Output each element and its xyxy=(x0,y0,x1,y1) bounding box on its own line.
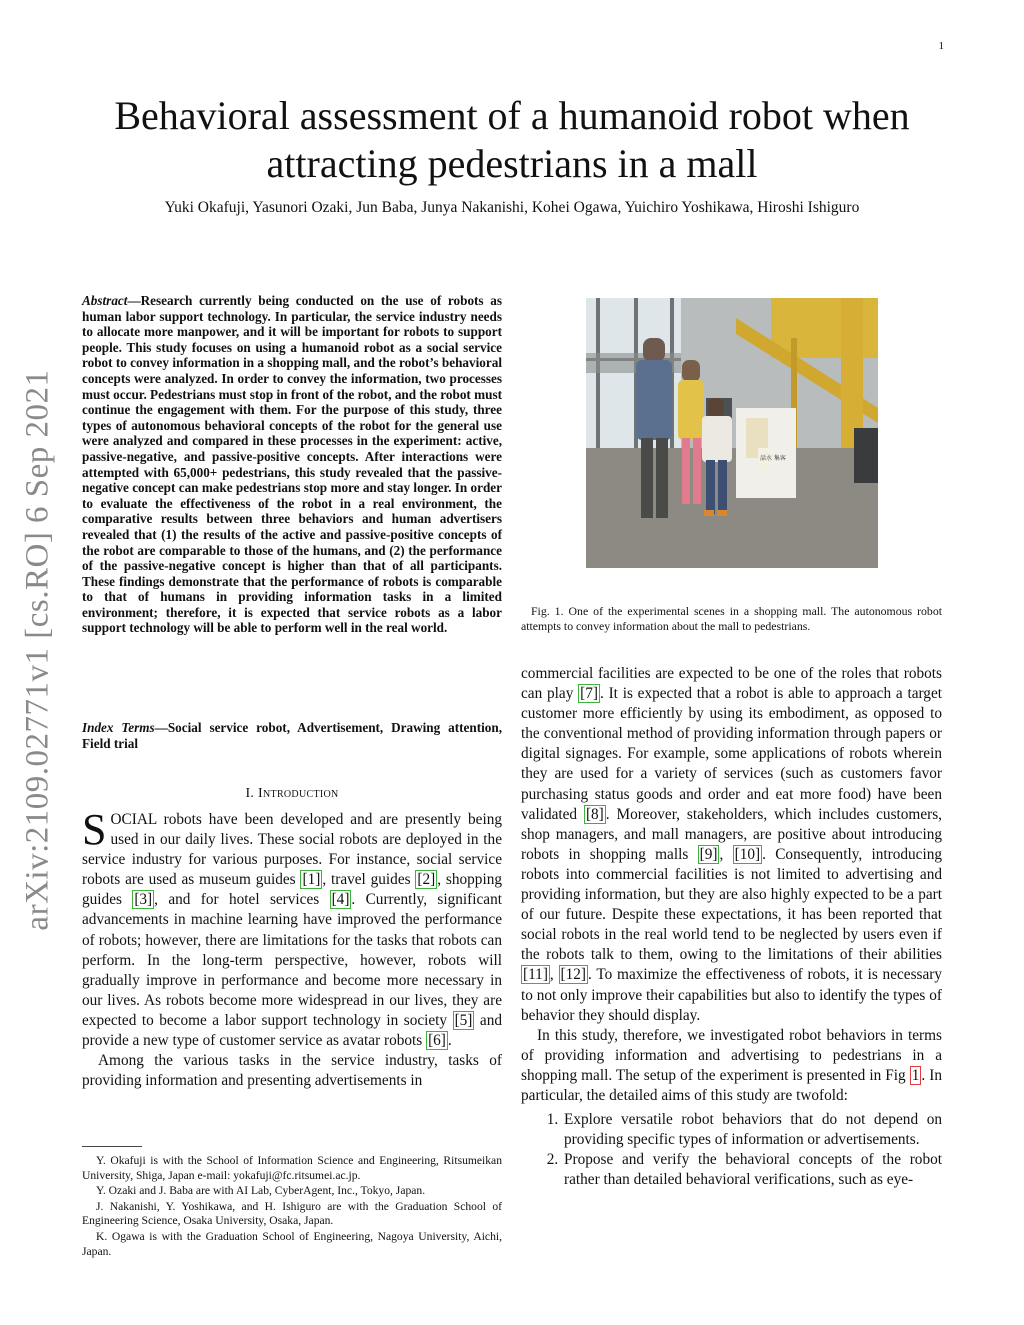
abstract xyxy=(82,293,502,636)
intro-text: , travel guides xyxy=(322,871,416,889)
introduction-body xyxy=(82,805,502,1091)
index-terms xyxy=(82,720,502,751)
figure-1-caption: Fig. 1. One of the experimental scenes in a shopping mall. The autonomous robot attempts to convey information about the mall to pedestrians. xyxy=(521,603,942,633)
citation-link[interactable]: [8] xyxy=(585,805,604,823)
intro-text: . Currently, significant advancements in machine learning have improved the performance of robots; however, there are limitations for the tasks that robots can perform. In the long-term perspective, however, robots will gradually improve in performance and become more necessary in our lives. As robots become more widespread in our lives, they are expected to become a labor support technology in society xyxy=(82,891,502,1029)
citation-link[interactable]: [12] xyxy=(560,966,587,984)
body-text: . To maximize the effectiveness of robots, it is necessary to not only improve their capabilities but also to identify the types of behavior they should display. xyxy=(521,966,943,1024)
mall-scene-illustration xyxy=(586,298,878,568)
intro-text: , shopping guides xyxy=(82,871,502,909)
body-text: commercial facilities are expected to be one of the roles that robots can play xyxy=(521,665,942,703)
citation-link[interactable]: [9] xyxy=(699,845,718,863)
aims-list xyxy=(521,1110,942,1190)
abstract-label: Abstract xyxy=(82,293,128,308)
intro-text: , and for hotel services xyxy=(154,891,330,909)
body-text: , xyxy=(719,845,733,863)
footnote: K. Ogawa is with the Graduation School of Engineering, Nagoya University, Aichi, Japan. xyxy=(82,1229,502,1258)
footnote: Y. Ozaki and J. Baba are with AI Lab, CyberAgent, Inc., Tokyo, Japan. xyxy=(96,1184,426,1198)
citation-link[interactable]: [2] xyxy=(417,871,436,889)
list-item: 2. Propose and verify the behavioral concepts of the robot rather than detailed behavioral verifications, such as eye- xyxy=(562,1150,942,1190)
intro-text: and provide a new type of customer service as avatar robots xyxy=(82,1011,502,1050)
footnote-rule xyxy=(82,1146,142,1147)
citation-link[interactable]: [6] xyxy=(428,1032,446,1050)
arxiv-identifier: arXiv:2109.02771v1 [cs.RO] 6 Sep 2021 xyxy=(19,369,56,931)
body-text: . Moreover, stakeholders, which includes customers, shop managers, and mall managers, are positive about introducing robots in shopping malls xyxy=(521,805,942,863)
citation-link[interactable]: [1] xyxy=(302,871,321,889)
body-text: In this study, therefore, we investigated robot behaviors in terms of providing information and advertising to pedestrians in a shopping mall. The setup of the experiment is presented in Fig xyxy=(521,1026,942,1084)
section-number: I. xyxy=(245,786,255,801)
citation-link[interactable]: [3] xyxy=(134,891,153,909)
figure-1-photo xyxy=(586,298,878,568)
list-item: 1. Explore versatile robot behaviors that do not depend on providing specific types of information or advertisements. xyxy=(562,1110,942,1150)
footnote: Y. Okafuji is with the School of Information Science and Engineering, Ritsumeikan University, Shiga, Japan e-mail: yokafuji@fc.ritsumei.ac.jp. xyxy=(82,1154,502,1182)
body-text: . In particular, the detailed aims of this study are twofold: xyxy=(521,1066,942,1104)
body-text: , xyxy=(549,966,559,984)
robot-sign-text: 話水 集客 xyxy=(760,455,786,462)
page-number: 1 xyxy=(938,40,944,52)
index-terms-label: Index Terms xyxy=(82,720,155,735)
body-text: . Consequently, introducing robots into commercial facilities is not limited to advertising and providing information, but they are also highly expected to be a part of our future. Despite these expectations, it has been reported that social robots in the real world tend to be neglected by users even if the robots talk to them, owing to the limitations of their abilities xyxy=(521,845,943,964)
title-line-2: attracting pedestrians in a mall xyxy=(266,141,758,186)
body-text: . It is expected that a robot is able to approach a target customer more efficiently by using its embodiment, as opposed to the conventional method of providing information through papers or digital signages. For example, some applications of robots wherein they are used for a variety of services (such as customers favor purchasing status goods and order and eat more food) have been validated xyxy=(521,685,942,823)
drop-cap: S xyxy=(82,805,107,854)
citation-link[interactable]: [7] xyxy=(580,685,598,703)
author-list: Yuki Okafuji, Yasunori Ozaki, Jun Baba, Junya Nakanishi, Kohei Ogawa, Yuichiro Yoshikawa, Hiroshi Ishiguro xyxy=(164,199,860,216)
right-paragraph-2 xyxy=(521,1026,942,1106)
right-paragraph-1 xyxy=(521,664,942,1026)
section-heading-introduction xyxy=(82,786,502,802)
citation-link[interactable]: [5] xyxy=(454,1011,473,1029)
intro-paragraph-2: Among the various tasks in the service industry, tasks of providing information and presenting advertisements in xyxy=(82,1052,502,1090)
figure-reference-link[interactable]: 1 xyxy=(911,1066,920,1084)
index-terms-text: —Social service robot, Advertisement, Drawing attention, Field trial xyxy=(82,720,502,751)
right-column-body xyxy=(521,664,942,1190)
intro-text: OCIAL robots have been developed and are presently being used in our daily lives. These social robots are deployed in the service industry for various purposes. For instance, social service robots are used as museum guides xyxy=(82,811,502,889)
citation-link[interactable]: [11] xyxy=(523,966,548,984)
title-line-1: Behavioral assessment of a humanoid robot when xyxy=(114,93,910,138)
section-title: Introduction xyxy=(258,786,339,801)
abstract-text: —Research currently being conducted on the use of robots as human labor support technology. In particular, the service industry needs to allocate more manpower, and it will be important for robots to support people. This study focuses on using a humanoid robot as a social service robot to convey information in a shopping mall, and the robot’s behavioral concepts were analyzed. In order to convey the information, two processes must occur. Pedestrians must stop in front of the robot, and the robot must continue the engagement with them. For the purpose of this study, three types of autonomous behavioral concepts of the robot for the general use were analyzed and compared in these processes in the experiment: active, passive-negative, and passive-positive concepts. After interactions were attempted with 65,000+ pedestrians, this study revealed that the passive-negative concept can make pedestrians stop more and stay longer. In order to evaluate the effectiveness of the robot in a real environment, the comparative results between three behaviors and human advertisers revealed that (1) the results of the active and passive-positive concepts of the robot are comparable to those of the humans, and (2) the performance of the passive-negative concept is higher than that of all participants. These findings demonstrate that the performance of robots is comparable to that of humans in providing information tasks in a limited environment; therefore, it is expected that service robots as a labor support technology will be able to perform well in the real world. xyxy=(82,293,502,636)
intro-text: . xyxy=(447,1032,452,1050)
intro-paragraph-1 xyxy=(82,805,502,1051)
paper-title xyxy=(0,92,1024,188)
citation-link[interactable]: [4] xyxy=(331,891,350,909)
arxiv-sidebar xyxy=(8,360,68,940)
footnote: J. Nakanishi, Y. Yoshikawa, and H. Ishiguro are with the Graduation School of Engineering Science, Osaka University, Osaka, Japan. xyxy=(82,1199,502,1228)
citation-link[interactable]: [10] xyxy=(734,845,761,863)
footnotes xyxy=(82,1154,502,1260)
